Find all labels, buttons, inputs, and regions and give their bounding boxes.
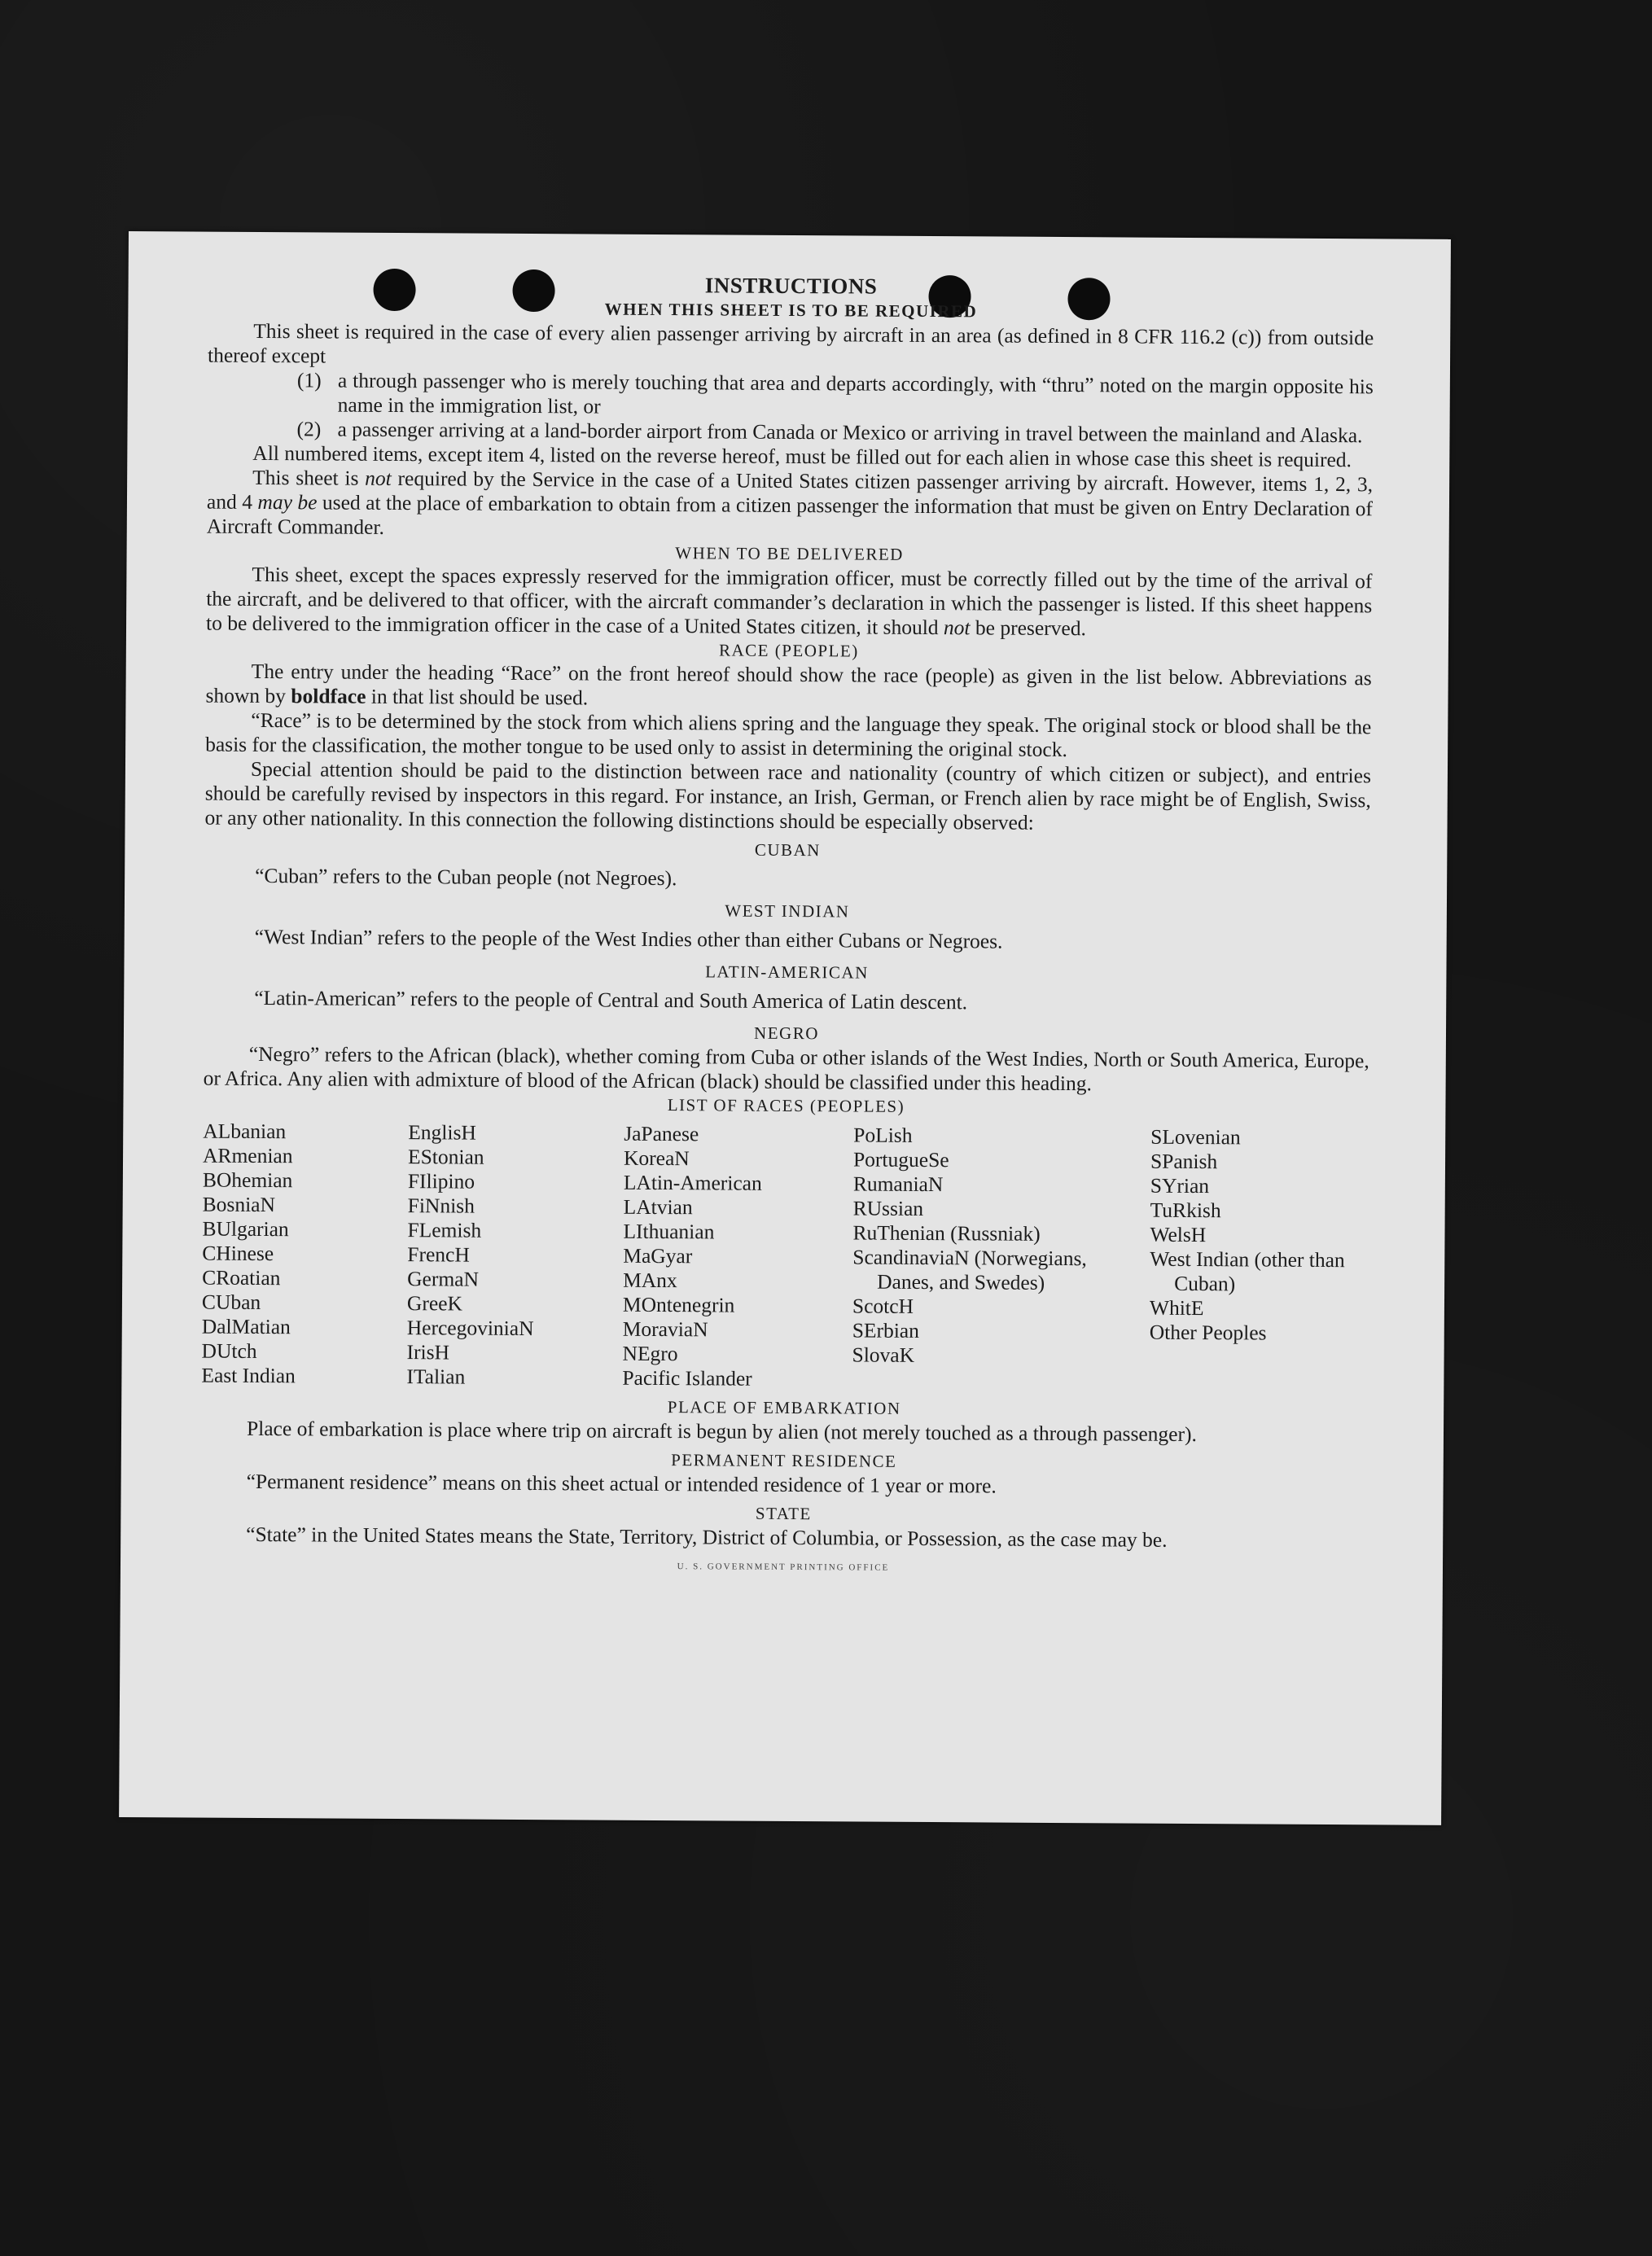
race-entry: Pacific Islander [622,1365,752,1391]
race-entry: ScotcH [852,1294,914,1318]
heading-when-required: WHEN THIS SHEET IS TO BE REQUIRED [604,299,978,322]
race-entry: SPanish [1150,1149,1218,1174]
race-entry: MOntenegrin [622,1292,735,1317]
race-entry: EnglisH [408,1120,476,1145]
negro-definition: “Negro” refers to the African (black), whether coming from Cuba or other islands of the West Indies, North or South America, Europe, or Africa. Any alien with admixture of blood of the African (black) should be classified under this heading. [203,1041,1369,1096]
race-entry: RUssian [852,1196,924,1220]
race-entry: NEgro [622,1341,678,1366]
heading-latin-american: LATIN-AMERICAN [705,962,869,983]
race-paragraph-2: “Race” is to be determined by the stock from which aliens spring and the language they speak. The original stock or blood shall be the basis for the classification, the mother tongue to be used only to assist in determining the original stock. [205,707,1372,762]
race-entry: LAtin-American [623,1170,762,1195]
residence-text: “Permanent residence” means on this sheet actual or intended residence of 1 year or more. [246,1469,997,1498]
race-list [201,1119,1369,1395]
heading-west-indian: WEST INDIAN [725,900,850,922]
race-column-2 [406,1120,624,1391]
exception-number: (2) [296,417,322,441]
race-entry: BosniaN [202,1192,276,1217]
race-entry: JaPanese [624,1121,699,1146]
instruction-sheet [119,231,1451,1825]
race-entry: KoreaN [623,1146,690,1171]
race-entry: West Indian (other than Cuban) [1150,1246,1345,1296]
cuban-definition: “Cuban” refers to the Cuban people (not Negroes). [255,863,677,891]
exception-text: a passenger arriving at a land-border airport from Canada or Mexico or arriving in travel between the mainland and Alaska. [337,417,1363,448]
exception-item [297,368,1374,423]
latin-american-definition: “Latin-American” refers to the people of Central and South America of Latin descent. [254,985,968,1014]
race-entry: CHinese [202,1241,274,1266]
race-entry: TuRkish [1150,1198,1221,1223]
when-delivered-text: This sheet, except the spaces expressly reserved for the immigration officer, must be correctly filled out by the time of the arrival of the aircraft, and be delivered to that officer, with the aircraft commander’s declaration in which the passenger is listed. If this sheet happens to be delivered to the immigration officer in the case of a United States citizen, it should not be preserved. [205,562,1373,641]
race-entry: SYrian [1150,1173,1210,1198]
race-entry: PortugueSe [852,1147,949,1172]
race-entry: MoraviaN [622,1316,708,1342]
race-entry: SErbian [852,1318,920,1343]
heading-list-of-races: LIST OF RACES (PEOPLES) [667,1095,905,1116]
race-entry: ARmenian [202,1143,293,1168]
race-entry: FIlipino [407,1169,475,1194]
state-text: “State” in the United States means the State, Territory, District of Columbia, or Possession, as the case may be. [246,1522,1168,1552]
race-column-1 [201,1119,408,1390]
race-entry: SlovaK [852,1343,915,1367]
heading-embarkation: PLACE OF EMBARKATION [667,1397,901,1418]
page-title: INSTRUCTIONS [704,273,878,299]
race-entry: DUtch [201,1338,257,1363]
race-entry: SLovenian [1150,1124,1241,1150]
race-entry: CRoatian [202,1265,281,1290]
heading-race: RACE (PEOPLE) [718,640,859,661]
exception-text: a through passenger who is merely touching that area and departs accordingly, with “thru” noted on the margin opposite his name in the immigration list, or [337,368,1374,418]
race-entry: IrisH [406,1340,450,1365]
race-entry: RuThenian (Russniak) [852,1220,1041,1246]
heading-negro: NEGRO [754,1023,819,1044]
citizen-paragraph: This sheet is not required by the Service in the case of a United States citizen passenger arriving by aircraft. However, items 1, 2, 3, and 4 may be used at the place of embarkation to obtain from a citizen passenger the information that must be given on Entry Declaration of Aircraft Commander. [206,465,1374,539]
race-entry: ScandinaviaN (Norwegians, Danes, and Swedes) [852,1245,1087,1294]
race-paragraph-1: The entry under the heading “Race” on the front hereof should show the race (people) as given in the list below. Abbreviations as shown by boldface in that list should be used. [205,659,1372,710]
race-column-3 [622,1122,853,1392]
race-entry: ALbanian [203,1119,287,1144]
race-entry: WhitE [1149,1295,1204,1321]
race-entry: PoLish [853,1123,913,1147]
race-entry: Other Peoples [1149,1320,1267,1345]
race-entry: HercegoviniaN [406,1316,534,1341]
west-indian-definition: “West Indian” refers to the people of the West Indies other than either Cubans or Negroes. [254,924,1003,953]
race-column-5 [1149,1125,1369,1395]
printing-office-imprint: U. S. GOVERNMENT PRINTING OFFICE [677,1562,890,1573]
race-entry: East Indian [201,1363,296,1388]
sheet-content [200,269,1374,1584]
heading-cuban: CUBAN [754,839,821,861]
race-entry: BUlgarian [202,1216,289,1242]
embarkation-text: Place of embarkation is place where trip on aircraft is begun by alien (not merely touched as a through passenger). [246,1416,1198,1447]
exception-number: (1) [296,368,322,392]
heading-when-delivered: WHEN TO BE DELIVERED [675,543,904,564]
race-column-4 [852,1123,1150,1393]
race-entry: WelsH [1150,1222,1207,1247]
race-paragraph-3: Special attention should be paid to the distinction between race and nationality (country of which citizen or subject), and entries should be carefully revised by inspectors in this regard. For instance, an Irish, German, or French alien by race might be of English, Swiss, or any other nationality. In this connection the following distinctions should be especially observed: [204,756,1372,835]
race-entry: FLemish [407,1218,482,1242]
heading-state: STATE [755,1503,812,1524]
heading-permanent-residence: PERMANENT RESIDENCE [671,1450,897,1471]
race-entry: FiNnish [407,1194,475,1218]
race-entry: MAnx [623,1268,677,1293]
numbered-items-paragraph: All numbered items, except item 4, listed on the reverse hereof, must be filled out for each alien in whose case this sheet is required. [252,440,1352,472]
race-entry: LIthuanian [623,1219,715,1244]
race-entry: LAtvian [623,1194,693,1220]
race-entry: DalMatian [201,1314,291,1339]
race-entry: EStonian [407,1145,484,1169]
race-entry: GermaN [407,1267,480,1291]
race-entry: CUban [201,1290,261,1315]
race-entry: FrencH [407,1242,470,1267]
race-entry: RumaniaN [852,1172,944,1197]
race-entry: BOhemian [202,1167,293,1193]
race-entry: MaGyar [623,1243,693,1268]
when-required-intro: This sheet is required in the case of every alien passenger arriving by aircraft in an area (as defined in 8 CFR 116.2 (c)) from outside thereof except [207,318,1374,368]
race-entry: ITalian [406,1365,466,1389]
race-entry: GreeK [406,1291,463,1316]
